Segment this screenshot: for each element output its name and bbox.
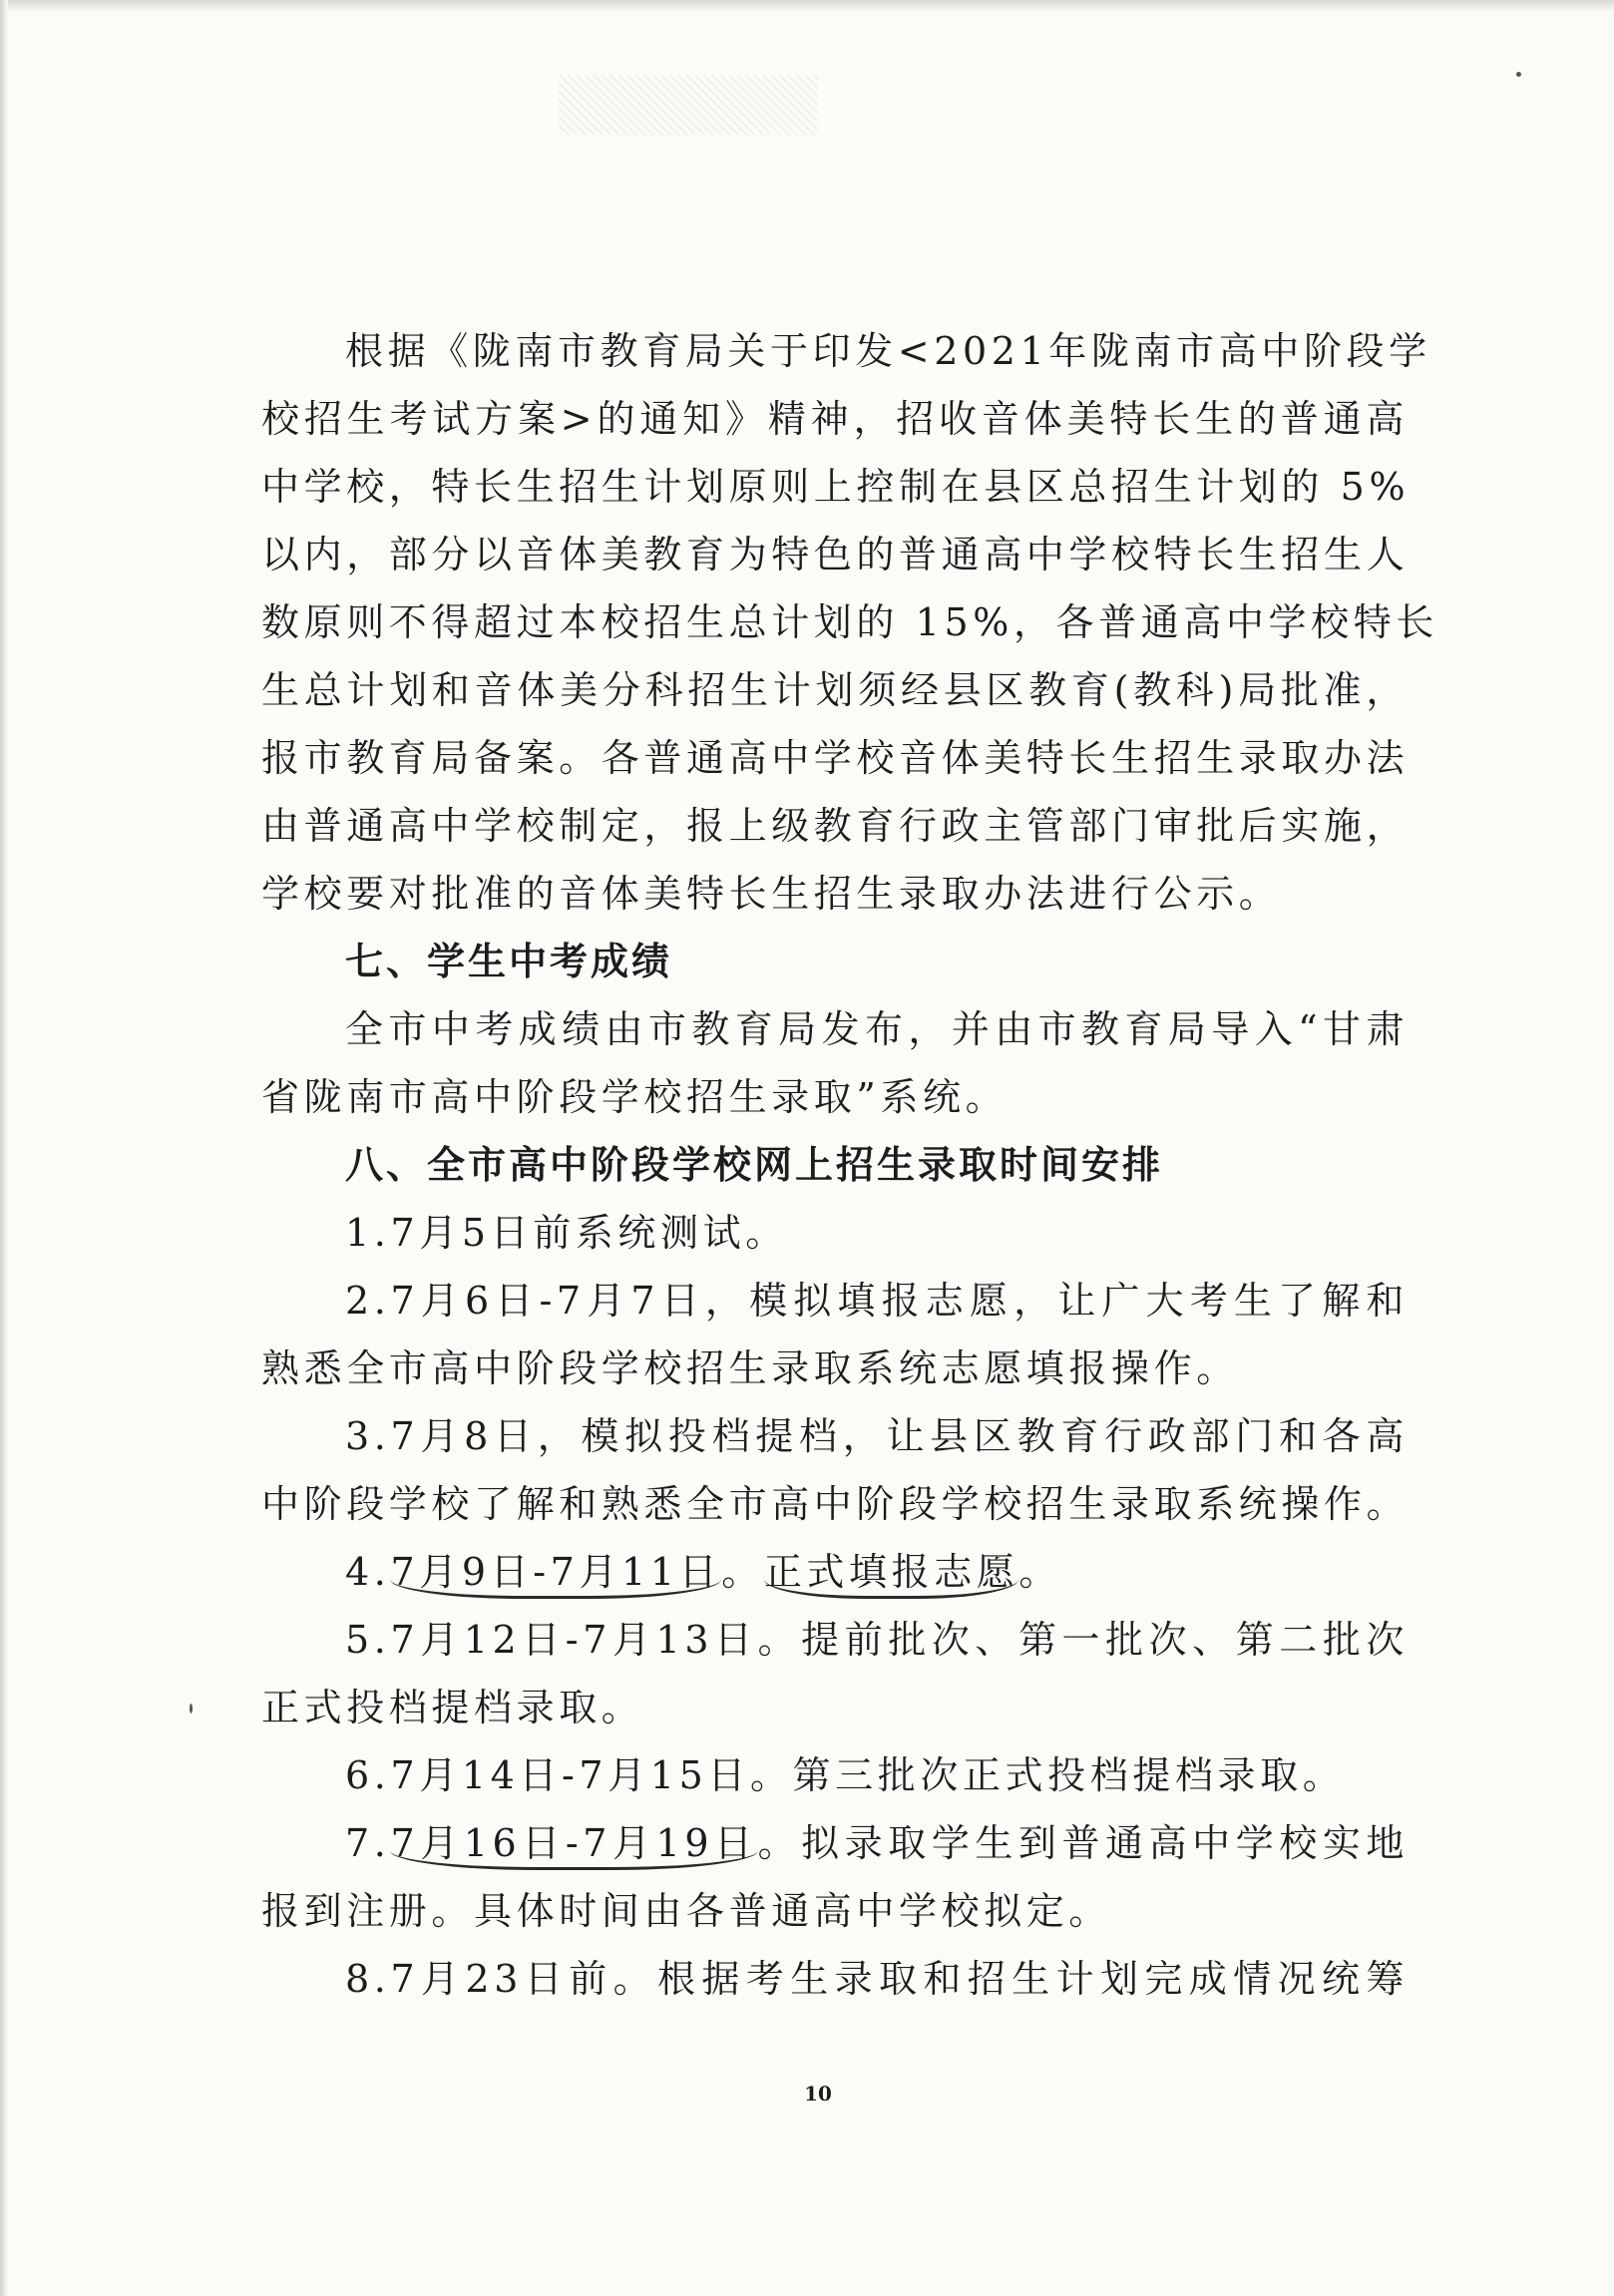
scan-speck [190, 1704, 193, 1714]
text-line: 生总计划和音体美分科招生计划须经县区教育(教科)局批准， [261, 668, 1409, 712]
schedule-item-4 [261, 1538, 1409, 1606]
text-line: 省陇南市高中阶段学校招生录取”系统。 [261, 1075, 1009, 1119]
text-line: 中阶段学校了解和熟悉全市高中阶段学校招生录取系统操作。 [261, 1482, 1410, 1526]
handwritten-underline-date: 7月16日-7月19日 [390, 1821, 757, 1870]
text-line: 根据《陇南市教育局关于印发<2021年陇南市高中阶段学 [345, 329, 1431, 373]
schedule-item-1: 1.7月5日前系统测试。 [345, 1211, 788, 1255]
item-number: 7. [345, 1821, 391, 1865]
text-line: 正式投档提档录取。 [261, 1686, 644, 1729]
text-line: 以内，部分以音体美教育为特色的普通高中学校特长生招生人 [261, 533, 1410, 576]
item-number: 4. [345, 1550, 391, 1594]
scan-edge-left [0, 0, 8, 2296]
schedule-item-5: 5.7月12日-7月13日。提前批次、第一批次、第二批次 [345, 1618, 1409, 1662]
handwritten-underline-date: 7月9日-7月11日 [390, 1550, 721, 1599]
text-segment: 。拟录取学生到普通高中学校实地 [757, 1821, 1409, 1865]
text-line: 熟悉全市高中阶段学校招生录取系统志愿填报操作。 [261, 1346, 1239, 1390]
text-line: 由普通高中学校制定，报上级教育行政主管部门审批后实施， [261, 804, 1410, 848]
text-line: 数原则不得超过本校招生总计划的 15%，各普通高中学校特长 [261, 600, 1438, 644]
schedule-item-7 [261, 1809, 1409, 1877]
separator: 。 [721, 1550, 764, 1594]
section-heading-7: 七、学生中考成绩 [345, 940, 673, 983]
handwritten-underline-text: 正式填报志愿 [764, 1550, 1019, 1599]
scan-edge-top [0, 0, 1614, 12]
text-line: 学校要对批准的音体美特长生招生录取办法进行公示。 [261, 872, 1282, 916]
text-line: 全市中考成绩由市教育局发布，并由市教育局导入“甘肃 [345, 1007, 1409, 1051]
document-body [261, 317, 1438, 2013]
schedule-item-3: 3.7月8日，模拟投档提档，让县区教育行政部门和各高 [345, 1414, 1409, 1458]
schedule-item-8: 8.7月23日前。根据考生录取和招生计划完成情况统筹 [345, 1957, 1409, 2001]
text-line: 校招生考试方案>的通知》精神，招收音体美特长生的普通高 [261, 397, 1409, 441]
text-line: 报到注册。具体时间由各普通高中学校拟定。 [261, 1889, 1112, 1933]
text-line: 报市教育局备案。各普通高中学校音体美特长生招生录取办法 [261, 736, 1410, 780]
separator: 。 [1018, 1550, 1062, 1594]
page-number: 10 [804, 2082, 832, 2105]
scan-speck [1516, 72, 1521, 77]
schedule-item-6: 6.7月14日-7月15日。第三批次正式投档提档录取。 [345, 1753, 1346, 1797]
section-heading-8: 八、全市高中阶段学校网上招生录取时间安排 [345, 1143, 1164, 1187]
schedule-item-2: 2.7月6日-7月7日，模拟填报志愿，让广大考生了解和 [345, 1279, 1409, 1323]
scan-noise [559, 75, 818, 135]
text-line: 中学校，特长生招生计划原则上控制在县区总招生计划的 5% [261, 465, 1411, 509]
